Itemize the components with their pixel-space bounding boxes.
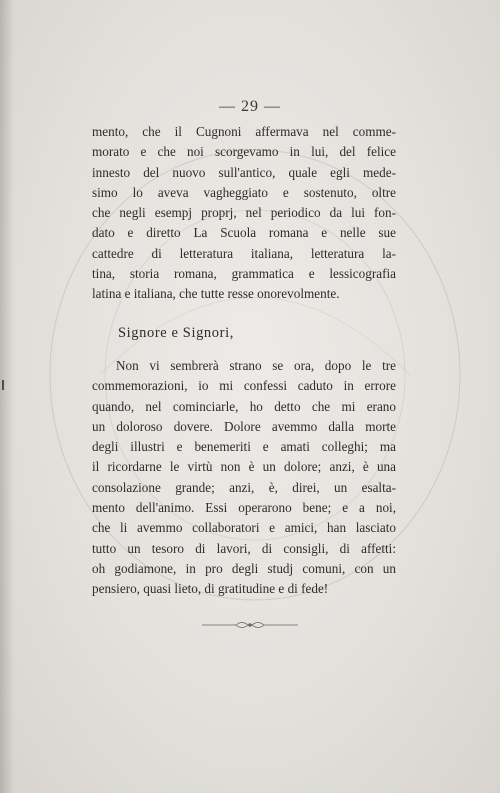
text-line: simo lo aveva vagheggiato e sostenuto, oltre xyxy=(92,184,396,200)
text-line: che negli esempj proprj, nel periodico da lui fon- xyxy=(92,205,396,221)
text-line: morato e che noi scorgevamo in lui, del felice xyxy=(92,144,396,160)
text-line: mento, che il Cugnoni affermava nel comme- xyxy=(92,124,396,139)
text-line: oh godiamone, in pro degli studj comuni, con un xyxy=(92,560,396,576)
salutation-heading: Signore e Signori, xyxy=(118,325,234,341)
text-line: degli illustri e benemeriti e amati colleghi; ma xyxy=(92,439,396,455)
text-line: latina e italiana, che tutte resse onorevolmente. xyxy=(92,286,340,302)
paragraph-continuation xyxy=(92,122,396,305)
text-line: tina, storia romana, grammatica e lessicografia xyxy=(92,266,396,282)
text-line: commemorazioni, io mi confessi caduto in errore xyxy=(92,378,396,394)
text-line: mento dell'animo. Essi operarono bene; e a noi, xyxy=(92,500,396,516)
text-line: tutto un tesoro di lavori, di consigli, di affetti: xyxy=(92,540,396,556)
text-line: cattedre di letteratura italiana, letteratura la- xyxy=(92,245,396,261)
text-line: Non vi sembrerà strano se ora, dopo le tre xyxy=(116,358,396,373)
text-line: il ricordarne le virtù non è un dolore; anzi, è una xyxy=(92,459,396,475)
paragraph-main xyxy=(92,356,396,600)
text-line: innesto del nuovo sull'antico, quale egli mede- xyxy=(92,164,396,180)
text-line: pensiero, quasi lieto, di gratitudine e di fede! xyxy=(92,581,329,597)
text-line: quando, nel cominciarle, ho detto che mi erano xyxy=(92,398,396,414)
page-number: — 29 — xyxy=(219,98,281,115)
text-line: che li avemmo collaboratori e amici, han lasciato xyxy=(92,520,396,536)
text-line: consolazione grande; anzi, è, direi, un esalta- xyxy=(92,479,396,495)
margin-mark xyxy=(2,380,4,390)
spine-shadow xyxy=(0,0,14,793)
text-line: dato e diretto La Scuola romana e nelle sue xyxy=(92,225,396,241)
tailpiece-ornament-icon xyxy=(200,618,300,632)
text-line: un doloroso dovere. Dolore avemmo dalla morte xyxy=(92,418,396,434)
